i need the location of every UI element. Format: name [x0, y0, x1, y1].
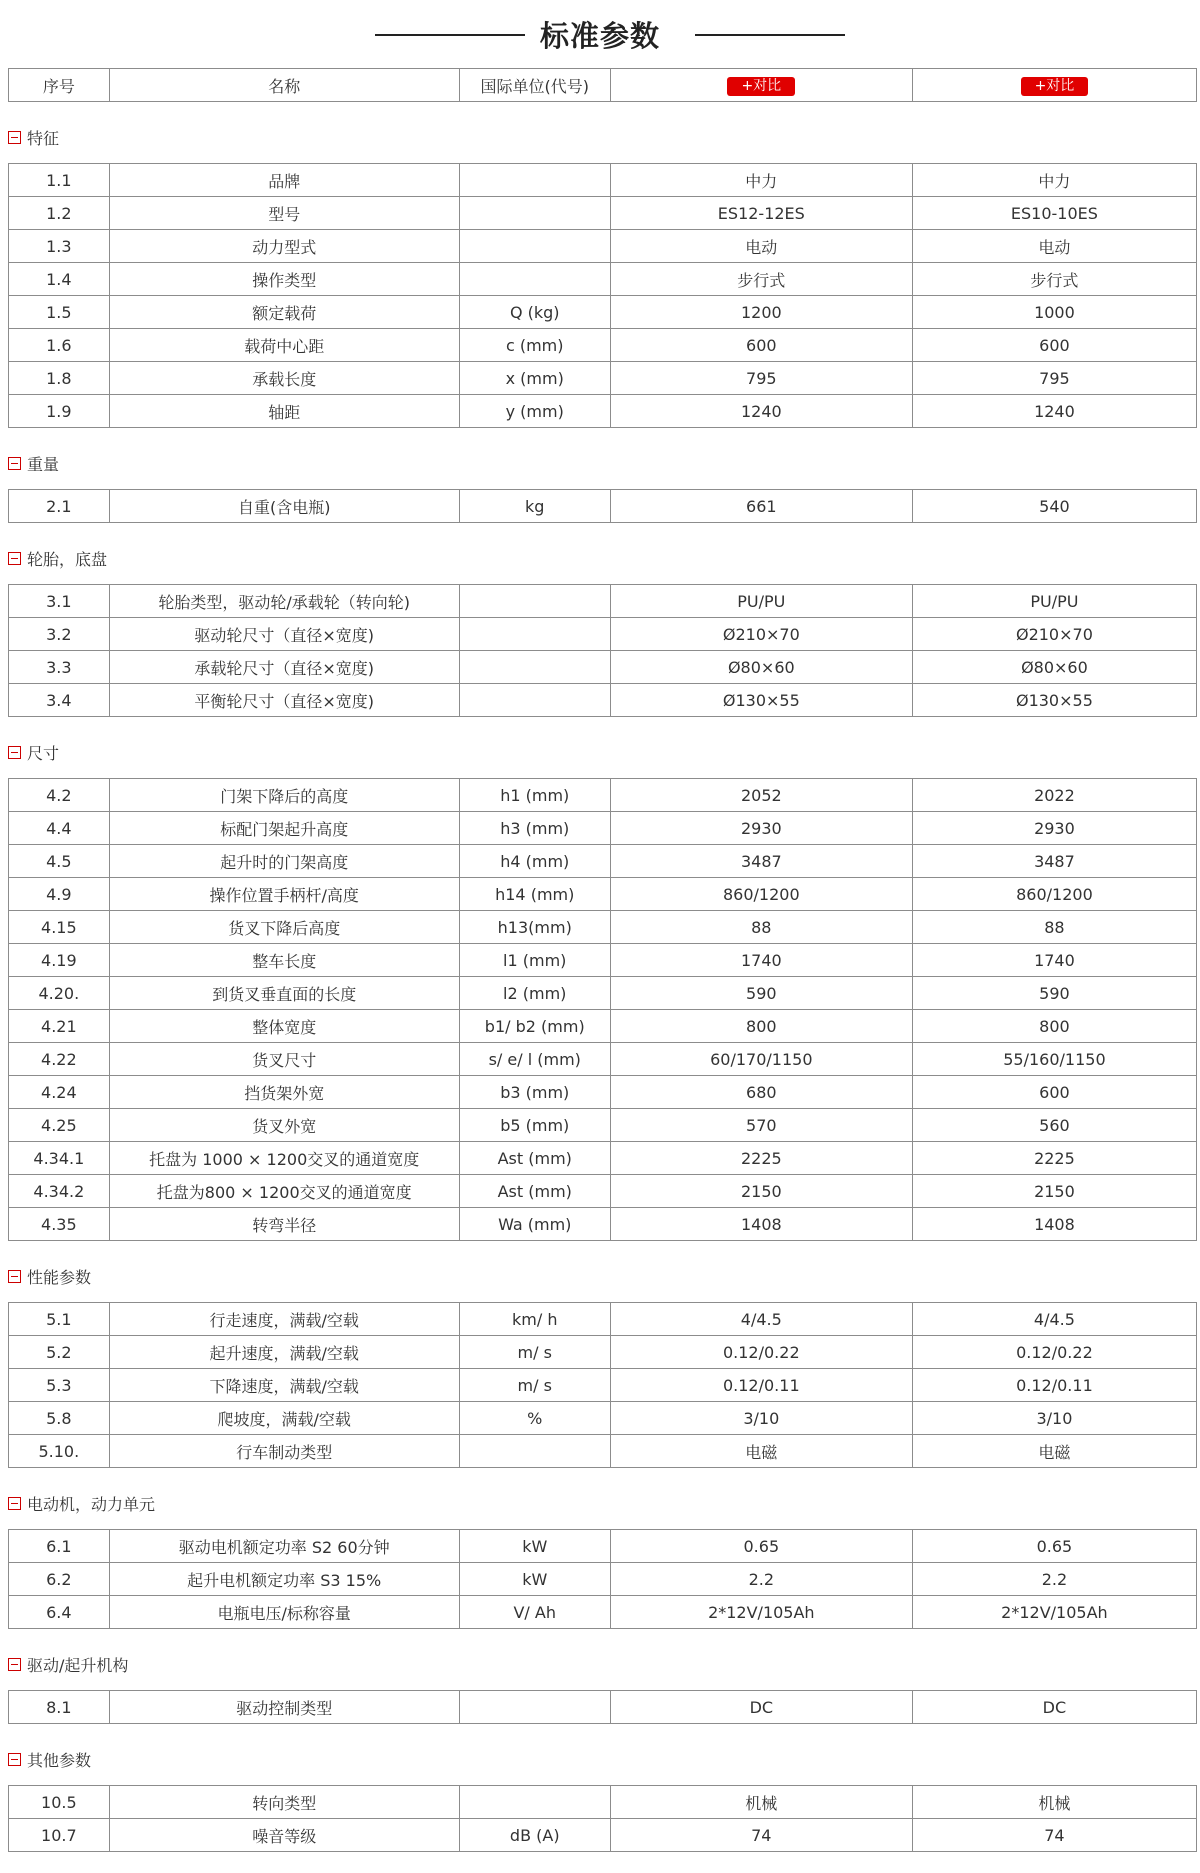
row-name: 载荷中心距	[109, 329, 459, 362]
row-value-2: 2225	[912, 1142, 1196, 1175]
row-value-1: 0.65	[610, 1530, 912, 1563]
row-unit: Q (kg)	[459, 296, 610, 329]
section-toggle[interactable]	[8, 741, 59, 764]
row-name: 门架下降后的高度	[109, 779, 459, 812]
row-name: 平衡轮尺寸（直径×宽度)	[109, 684, 459, 717]
row-index: 4.35	[9, 1208, 110, 1241]
row-value-2: 0.12/0.22	[912, 1336, 1196, 1369]
row-value-2: 1408	[912, 1208, 1196, 1241]
row-value-2: DC	[912, 1691, 1196, 1724]
row-value-2: 机械	[912, 1786, 1196, 1819]
row-unit	[459, 651, 610, 684]
table-row	[9, 490, 1197, 523]
table-row	[9, 296, 1197, 329]
table-row	[9, 197, 1197, 230]
row-name: 承载轮尺寸（直径×宽度)	[109, 651, 459, 684]
row-unit: m/ s	[459, 1369, 610, 1402]
row-name: 轴距	[109, 395, 459, 428]
section-header[interactable]	[0, 1629, 1200, 1690]
spec-table	[8, 1785, 1197, 1852]
header-table	[8, 68, 1197, 102]
row-index: 3.1	[9, 585, 110, 618]
row-name: 驱动轮尺寸（直径×宽度)	[109, 618, 459, 651]
table-row	[9, 1369, 1197, 1402]
section-header[interactable]	[0, 1468, 1200, 1529]
row-name: 轮胎类型，驱动轮/承载轮（转向轮)	[109, 585, 459, 618]
row-value-1: 0.12/0.11	[610, 1369, 912, 1402]
row-index: 6.4	[9, 1596, 110, 1629]
row-value-2: 88	[912, 911, 1196, 944]
row-value-2: 1740	[912, 944, 1196, 977]
row-value-2: 2150	[912, 1175, 1196, 1208]
row-value-1: 3/10	[610, 1402, 912, 1435]
row-unit: Ast (mm)	[459, 1142, 610, 1175]
section-header[interactable]	[0, 523, 1200, 584]
row-index: 3.4	[9, 684, 110, 717]
row-value-2: 55/160/1150	[912, 1043, 1196, 1076]
row-name: 操作类型	[109, 263, 459, 296]
row-index: 1.2	[9, 197, 110, 230]
row-unit: h3 (mm)	[459, 812, 610, 845]
row-value-2: 74	[912, 1819, 1196, 1852]
row-name: 托盘为 1000 × 1200交叉的通道宽度	[109, 1142, 459, 1175]
section-toggle[interactable]	[8, 1748, 91, 1771]
row-value-1: 590	[610, 977, 912, 1010]
row-unit: dB (A)	[459, 1819, 610, 1852]
row-unit: y (mm)	[459, 395, 610, 428]
row-unit: x (mm)	[459, 362, 610, 395]
section-title: 性能参数	[27, 1268, 92, 1287]
row-name: 动力型式	[109, 230, 459, 263]
row-index: 5.2	[9, 1336, 110, 1369]
row-index: 1.6	[9, 329, 110, 362]
row-index: 1.1	[9, 164, 110, 197]
section-toggle[interactable]	[8, 1265, 91, 1288]
row-index: 10.7	[9, 1819, 110, 1852]
row-index: 3.3	[9, 651, 110, 684]
table-row	[9, 1530, 1197, 1563]
row-value-1: PU/PU	[610, 585, 912, 618]
row-value-1: ES12-12ES	[610, 197, 912, 230]
section-header[interactable]	[0, 1724, 1200, 1785]
collapse-minus-icon[interactable]	[8, 131, 21, 144]
row-name: 到货叉垂直面的长度	[109, 977, 459, 1010]
row-unit: km/ h	[459, 1303, 610, 1336]
row-index: 4.34.1	[9, 1142, 110, 1175]
row-value-2: 590	[912, 977, 1196, 1010]
section-toggle[interactable]	[8, 547, 107, 570]
row-index: 1.3	[9, 230, 110, 263]
row-unit	[459, 263, 610, 296]
collapse-minus-icon[interactable]	[8, 1497, 21, 1510]
spec-table	[8, 489, 1197, 523]
row-index: 4.21	[9, 1010, 110, 1043]
row-unit: b3 (mm)	[459, 1076, 610, 1109]
row-value-1: 1740	[610, 944, 912, 977]
row-name: 驱动控制类型	[109, 1691, 459, 1724]
table-row	[9, 1786, 1197, 1819]
row-value-1: 860/1200	[610, 878, 912, 911]
collapse-minus-icon[interactable]	[8, 552, 21, 565]
row-unit	[459, 684, 610, 717]
table-row	[9, 1142, 1197, 1175]
row-index: 4.24	[9, 1076, 110, 1109]
row-unit: kg	[459, 490, 610, 523]
row-name: 操作位置手柄杆/高度	[109, 878, 459, 911]
compare-button[interactable]: +对比	[727, 77, 795, 96]
row-value-2: 2*12V/105Ah	[912, 1596, 1196, 1629]
row-value-1: 2.2	[610, 1563, 912, 1596]
row-name: 自重(含电瓶)	[109, 490, 459, 523]
table-row	[9, 362, 1197, 395]
column-header-compare-2	[912, 69, 1196, 102]
section-title: 其他参数	[27, 1751, 92, 1770]
row-name: 型号	[109, 197, 459, 230]
section-title: 重量	[27, 455, 60, 474]
row-value-2: 2.2	[912, 1563, 1196, 1596]
section-toggle[interactable]	[8, 1492, 155, 1515]
section-title: 驱动/起升机构	[27, 1656, 129, 1675]
row-index: 3.2	[9, 618, 110, 651]
row-value-1: 2225	[610, 1142, 912, 1175]
row-value-2: 560	[912, 1109, 1196, 1142]
row-value-2: 800	[912, 1010, 1196, 1043]
table-row	[9, 1303, 1197, 1336]
column-header-name: 名称	[109, 69, 459, 102]
row-index: 5.10.	[9, 1435, 110, 1468]
table-row	[9, 878, 1197, 911]
compare-button[interactable]: +对比	[1021, 77, 1089, 96]
row-name: 转向类型	[109, 1786, 459, 1819]
row-value-2: 1240	[912, 395, 1196, 428]
section-title: 尺寸	[27, 744, 60, 763]
row-value-2: 4/4.5	[912, 1303, 1196, 1336]
row-value-1: 步行式	[610, 263, 912, 296]
row-value-1: 1408	[610, 1208, 912, 1241]
row-value-2: ES10-10ES	[912, 197, 1196, 230]
spec-table	[8, 1529, 1197, 1629]
table-row	[9, 845, 1197, 878]
row-value-2: 600	[912, 1076, 1196, 1109]
row-unit	[459, 1435, 610, 1468]
row-name: 托盘为800 × 1200交叉的通道宽度	[109, 1175, 459, 1208]
row-index: 4.25	[9, 1109, 110, 1142]
row-value-1: 600	[610, 329, 912, 362]
row-value-1: DC	[610, 1691, 912, 1724]
row-index: 1.8	[9, 362, 110, 395]
row-value-1: 电动	[610, 230, 912, 263]
row-name: 行走速度，满载/空载	[109, 1303, 459, 1336]
table-row	[9, 1010, 1197, 1043]
table-row	[9, 1563, 1197, 1596]
page-header	[0, 0, 1200, 68]
row-value-1: 88	[610, 911, 912, 944]
row-index: 6.2	[9, 1563, 110, 1596]
row-value-1: Ø80×60	[610, 651, 912, 684]
row-unit: h4 (mm)	[459, 845, 610, 878]
row-name: 货叉外宽	[109, 1109, 459, 1142]
row-value-1: Ø130×55	[610, 684, 912, 717]
table-row	[9, 1435, 1197, 1468]
row-index: 2.1	[9, 490, 110, 523]
row-index: 4.34.2	[9, 1175, 110, 1208]
table-row	[9, 164, 1197, 197]
row-value-1: 60/170/1150	[610, 1043, 912, 1076]
row-index: 5.1	[9, 1303, 110, 1336]
row-value-2: 795	[912, 362, 1196, 395]
row-value-1: 4/4.5	[610, 1303, 912, 1336]
table-row	[9, 977, 1197, 1010]
row-value-2: Ø80×60	[912, 651, 1196, 684]
spec-table	[8, 778, 1197, 1241]
row-value-1: 1200	[610, 296, 912, 329]
row-unit: b5 (mm)	[459, 1109, 610, 1142]
spec-sections	[0, 102, 1200, 1852]
row-name: 品牌	[109, 164, 459, 197]
column-header-compare-1	[610, 69, 912, 102]
row-value-1: 680	[610, 1076, 912, 1109]
row-name: 额定载荷	[109, 296, 459, 329]
row-index: 5.3	[9, 1369, 110, 1402]
row-name: 行车制动类型	[109, 1435, 459, 1468]
table-row	[9, 1208, 1197, 1241]
title-divider-right	[695, 34, 845, 36]
column-header-index: 序号	[9, 69, 110, 102]
row-value-1: 74	[610, 1819, 912, 1852]
table-row	[9, 812, 1197, 845]
row-name: 驱动电机额定功率 S2 60分钟	[109, 1530, 459, 1563]
table-row	[9, 779, 1197, 812]
row-index: 10.5	[9, 1786, 110, 1819]
row-unit: b1/ b2 (mm)	[459, 1010, 610, 1043]
collapse-minus-icon[interactable]	[8, 1658, 21, 1671]
row-name: 起升电机额定功率 S3 15%	[109, 1563, 459, 1596]
row-value-1: 中力	[610, 164, 912, 197]
header-row	[9, 69, 1197, 102]
row-value-2: 2022	[912, 779, 1196, 812]
table-row	[9, 684, 1197, 717]
row-unit: s/ e/ l (mm)	[459, 1043, 610, 1076]
row-name: 挡货架外宽	[109, 1076, 459, 1109]
row-index: 1.9	[9, 395, 110, 428]
collapse-minus-icon[interactable]	[8, 1270, 21, 1283]
spec-table	[8, 163, 1197, 428]
row-unit: h14 (mm)	[459, 878, 610, 911]
row-value-2: 电动	[912, 230, 1196, 263]
row-name: 整车长度	[109, 944, 459, 977]
row-unit	[459, 1786, 610, 1819]
row-name: 转弯半径	[109, 1208, 459, 1241]
row-index: 4.2	[9, 779, 110, 812]
row-unit: Ast (mm)	[459, 1175, 610, 1208]
row-value-1: 0.12/0.22	[610, 1336, 912, 1369]
row-unit	[459, 164, 610, 197]
row-unit: %	[459, 1402, 610, 1435]
table-row	[9, 618, 1197, 651]
row-unit: h13(mm)	[459, 911, 610, 944]
section-title: 特征	[27, 129, 60, 148]
row-index: 1.4	[9, 263, 110, 296]
table-row	[9, 395, 1197, 428]
row-index: 5.8	[9, 1402, 110, 1435]
row-value-1: 2*12V/105Ah	[610, 1596, 912, 1629]
section-toggle[interactable]	[8, 452, 59, 475]
table-row	[9, 1819, 1197, 1852]
row-value-1: 3487	[610, 845, 912, 878]
page-title: 标准参数	[539, 19, 660, 53]
row-value-2: 电磁	[912, 1435, 1196, 1468]
row-unit: Wa (mm)	[459, 1208, 610, 1241]
table-row	[9, 651, 1197, 684]
row-value-1: 机械	[610, 1786, 912, 1819]
row-value-1: 800	[610, 1010, 912, 1043]
row-value-2: 步行式	[912, 263, 1196, 296]
row-value-1: 661	[610, 490, 912, 523]
row-value-2: 540	[912, 490, 1196, 523]
collapse-minus-icon[interactable]	[8, 1753, 21, 1766]
row-unit: kW	[459, 1563, 610, 1596]
row-value-2: 1000	[912, 296, 1196, 329]
section-toggle[interactable]	[8, 1653, 128, 1676]
row-value-1: 2052	[610, 779, 912, 812]
row-value-2: PU/PU	[912, 585, 1196, 618]
column-header-unit: 国际单位(代号)	[459, 69, 610, 102]
row-name: 整体宽度	[109, 1010, 459, 1043]
table-row	[9, 1109, 1197, 1142]
row-unit: c (mm)	[459, 329, 610, 362]
row-name: 货叉下降后高度	[109, 911, 459, 944]
section-title: 轮胎，底盘	[27, 550, 108, 569]
row-name: 噪音等级	[109, 1819, 459, 1852]
table-row	[9, 1402, 1197, 1435]
section-header[interactable]	[0, 428, 1200, 489]
row-index: 4.20.	[9, 977, 110, 1010]
row-value-1: 2150	[610, 1175, 912, 1208]
row-name: 爬坡度，满载/空载	[109, 1402, 459, 1435]
row-value-2: 0.12/0.11	[912, 1369, 1196, 1402]
row-index: 4.4	[9, 812, 110, 845]
spec-table	[8, 584, 1197, 717]
row-index: 6.1	[9, 1530, 110, 1563]
row-value-2: 600	[912, 329, 1196, 362]
row-index: 8.1	[9, 1691, 110, 1724]
row-value-2: Ø130×55	[912, 684, 1196, 717]
row-value-1: 电磁	[610, 1435, 912, 1468]
row-unit: V/ Ah	[459, 1596, 610, 1629]
table-row	[9, 911, 1197, 944]
row-unit: l1 (mm)	[459, 944, 610, 977]
row-unit: kW	[459, 1530, 610, 1563]
section-header[interactable]	[0, 1241, 1200, 1302]
row-value-1: 2930	[610, 812, 912, 845]
row-value-2: 0.65	[912, 1530, 1196, 1563]
section-header[interactable]	[0, 102, 1200, 163]
row-value-1: 570	[610, 1109, 912, 1142]
row-value-2: 3/10	[912, 1402, 1196, 1435]
collapse-minus-icon[interactable]	[8, 746, 21, 759]
row-name: 标配门架起升高度	[109, 812, 459, 845]
section-toggle[interactable]	[8, 126, 59, 149]
spec-table	[8, 1690, 1197, 1724]
row-value-2: 中力	[912, 164, 1196, 197]
row-index: 4.15	[9, 911, 110, 944]
collapse-minus-icon[interactable]	[8, 457, 21, 470]
table-row	[9, 585, 1197, 618]
table-row	[9, 329, 1197, 362]
row-name: 起升速度，满载/空载	[109, 1336, 459, 1369]
row-index: 1.5	[9, 296, 110, 329]
table-row	[9, 1175, 1197, 1208]
row-index: 4.5	[9, 845, 110, 878]
table-row	[9, 1596, 1197, 1629]
row-name: 电瓶电压/标称容量	[109, 1596, 459, 1629]
spec-table	[8, 1302, 1197, 1468]
row-index: 4.9	[9, 878, 110, 911]
row-name: 起升时的门架高度	[109, 845, 459, 878]
row-unit	[459, 230, 610, 263]
row-unit	[459, 1691, 610, 1724]
row-unit	[459, 197, 610, 230]
table-row	[9, 1336, 1197, 1369]
table-row	[9, 944, 1197, 977]
row-unit: h1 (mm)	[459, 779, 610, 812]
row-index: 4.22	[9, 1043, 110, 1076]
row-value-2: 860/1200	[912, 878, 1196, 911]
table-row	[9, 1691, 1197, 1724]
row-name: 货叉尺寸	[109, 1043, 459, 1076]
table-row	[9, 1043, 1197, 1076]
table-row	[9, 263, 1197, 296]
row-unit: m/ s	[459, 1336, 610, 1369]
row-name: 下降速度，满载/空载	[109, 1369, 459, 1402]
row-value-2: 3487	[912, 845, 1196, 878]
section-title: 电动机，动力单元	[27, 1495, 156, 1514]
row-unit	[459, 585, 610, 618]
row-value-1: 795	[610, 362, 912, 395]
row-value-1: 1240	[610, 395, 912, 428]
row-value-1: Ø210×70	[610, 618, 912, 651]
section-header[interactable]	[0, 717, 1200, 778]
table-row	[9, 230, 1197, 263]
row-unit	[459, 618, 610, 651]
row-value-2: Ø210×70	[912, 618, 1196, 651]
row-index: 4.19	[9, 944, 110, 977]
row-unit: l2 (mm)	[459, 977, 610, 1010]
row-name: 承载长度	[109, 362, 459, 395]
row-value-2: 2930	[912, 812, 1196, 845]
table-row	[9, 1076, 1197, 1109]
